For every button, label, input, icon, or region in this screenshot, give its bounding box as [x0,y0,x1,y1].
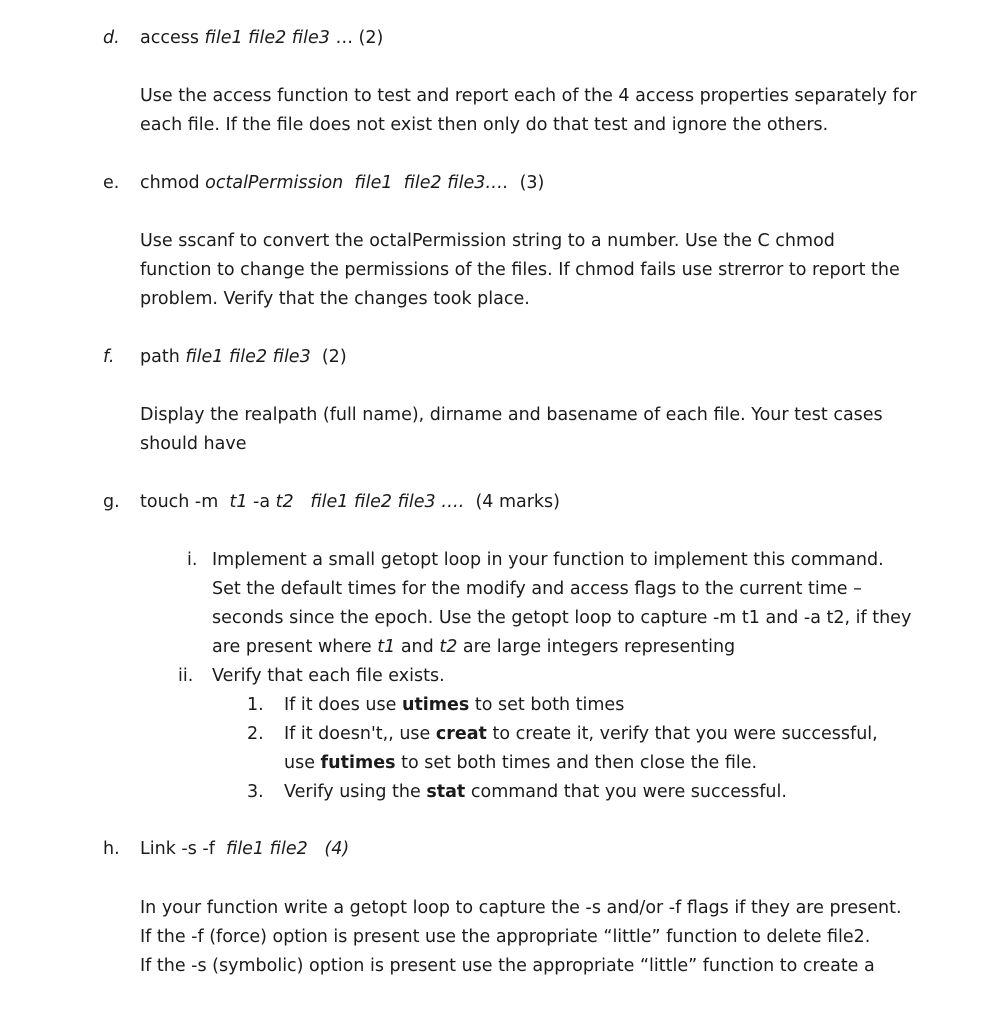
item-f-args: file1 file2 file3 [185,347,311,367]
text-run: t1 [377,637,396,657]
item-g-n1-line [284,694,624,716]
item-f-desc-line: Display the realpath (full name), dirname and basename of each file. Your test cases [140,405,883,425]
text-run: stat [426,782,466,802]
item-d-marker: d. [103,28,120,48]
item-e-desc-line: function to change the permissions of the files. If chmod fails use strerror to report the [140,260,900,280]
item-d-desc-line: each file. If the file does not exist then only do that test and ignore the others. [140,115,829,135]
text-run: are present where [212,637,378,657]
item-e-heading [140,172,544,194]
item-h-desc-line: In your function write a getopt loop to capture the -s and/or -f flags if they are present. [140,898,902,918]
text-run: use [284,753,321,773]
item-d-desc-line: Use the access function to test and report each of the 4 access properties separately for [140,86,917,106]
item-h-args: file1 file2 [226,839,308,859]
text-run: command that you were successful. [465,782,787,802]
item-g-command: touch -m [140,492,224,512]
item-d-command: access [140,28,199,48]
item-d-marks: … (2) [335,28,384,48]
item-e-command: chmod [140,173,200,193]
item-g-i-line [212,636,735,658]
text-run: are large integers representing [457,637,736,657]
item-g-i-line: seconds since the epoch. Use the getopt loop to capture -m t1 and -a t2, if they [212,608,912,628]
item-f-marker: f. [103,347,115,367]
item-g-n2-line [284,752,757,774]
item-g-flag-a: -a [247,492,276,512]
item-e-marker: e. [103,173,120,193]
item-h-marker: h. [103,839,120,859]
item-g-i-line: Set the default times for the modify and access flags to the current time – [212,579,862,599]
item-g-n3-line [284,781,787,803]
text-run: to create it, verify that you were successful, [486,724,878,744]
text-run: t2 [439,637,458,657]
item-g-heading [140,491,560,513]
item-e-arg: file1 [354,173,393,193]
item-e-desc-line: Use sscanf to convert the octalPermission string to a number. Use the C chmod [140,231,835,251]
item-h-desc-line: If the -s (symbolic) option is present use the appropriate “little” function to create a [140,956,875,976]
item-g-marks: (4 marks) [475,492,561,512]
item-g-t1: t1 [229,492,248,512]
text-run: to set both times and then close the file. [395,753,758,773]
item-e-arg: file2 [403,173,442,193]
item-g-n2-line [284,723,878,745]
item-h-command: Link -s -f [140,839,221,859]
item-f-command: path [140,347,180,367]
item-h-desc-line: If the -f (force) option is present use the appropriate “little” function to delete file2. [140,927,871,947]
item-f-marks: (2) [321,347,347,367]
text-run: Verify using the [284,782,427,802]
item-e-arg: octalPermission [205,173,344,193]
item-g-ii-line: Verify that each file exists. [212,666,445,686]
item-g-t2: t2 [275,492,294,512]
item-g-n1-marker: 1. [247,695,264,715]
item-g-ii-marker: ii. [178,666,194,686]
text-run: futimes [320,753,396,773]
item-d-args: file1 file2 file3 [204,28,330,48]
text-run: creat [435,724,487,744]
item-h-marks: (4) [324,839,350,859]
item-e-arg: file3…. [447,173,509,193]
text-run: utimes [401,695,470,715]
item-h-heading [140,838,349,860]
text-run: and [395,637,440,657]
item-f-heading [140,346,347,368]
text-run: to set both times [469,695,625,715]
item-g-i-line: Implement a small getopt loop in your function to implement this command. [212,550,884,570]
item-g-n3-marker: 3. [247,782,264,802]
item-g-n2-marker: 2. [247,724,264,744]
item-g-marker: g. [103,492,120,512]
text-run: If it doesn't,, use [284,724,436,744]
item-e-marks: (3) [519,173,545,193]
item-d-heading [140,27,383,49]
item-g-files: file1 file2 file3 …. [310,492,465,512]
item-e-desc-line: problem. Verify that the changes took place. [140,289,530,309]
item-f-desc-line: should have [140,434,247,454]
text-run: If it does use [284,695,402,715]
item-g-i-marker: i. [187,550,198,570]
